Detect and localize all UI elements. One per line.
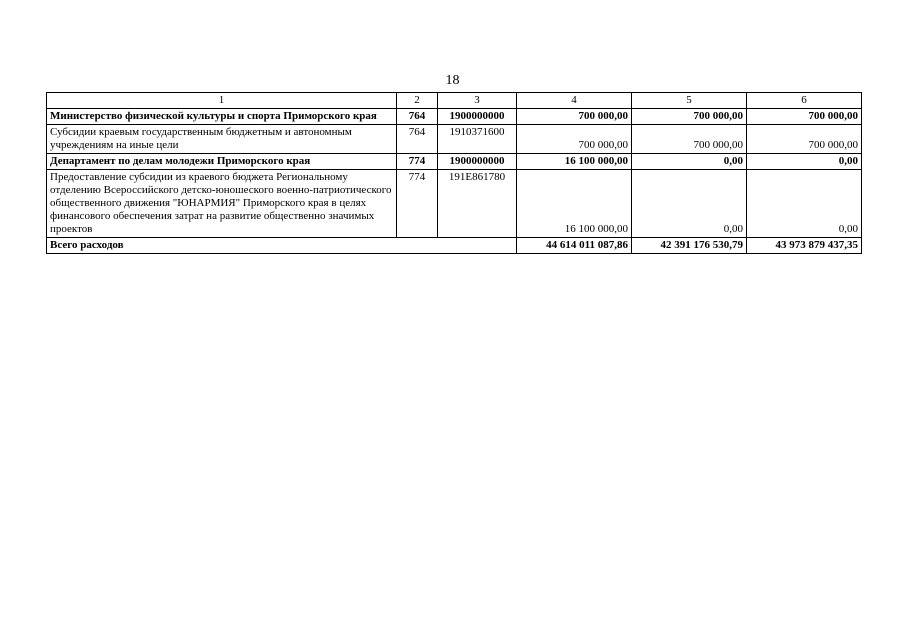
table-row [47,170,862,238]
column-header: 3 [438,93,517,109]
row-admin-code: 764 [397,125,438,154]
total-amount-4: 44 614 011 087,86 [517,238,632,254]
row-name: Субсидии краевым государственным бюджетным и автономным учреждениям на иные цели [47,125,397,154]
row-program-code: 191E861780 [438,170,517,238]
row-admin-code: 774 [397,154,438,170]
row-amount-5: 0,00 [632,170,747,238]
row-amount-4: 700 000,00 [517,125,632,154]
column-header: 6 [747,93,862,109]
total-label: Всего расходов [47,238,517,254]
table-row [47,154,862,170]
row-amount-6: 0,00 [747,170,862,238]
row-program-code: 1900000000 [438,154,517,170]
row-amount-4: 16 100 000,00 [517,154,632,170]
row-name: Департамент по делам молодежи Приморского края [47,154,397,170]
column-header: 1 [47,93,397,109]
table-row [47,109,862,125]
row-name: Министерство физической культуры и спорта Приморского края [47,109,397,125]
row-amount-4: 700 000,00 [517,109,632,125]
total-amount-6: 43 973 879 437,35 [747,238,862,254]
budget-table [46,92,862,254]
row-amount-5: 0,00 [632,154,747,170]
column-header: 4 [517,93,632,109]
table-row [47,125,862,154]
row-amount-5: 700 000,00 [632,125,747,154]
row-amount-5: 700 000,00 [632,109,747,125]
page-number: 18 [445,73,460,88]
table-header-row [47,93,862,109]
row-amount-6: 0,00 [747,154,862,170]
row-admin-code: 774 [397,170,438,238]
row-program-code: 1910371600 [438,125,517,154]
total-row [47,238,862,254]
row-amount-6: 700 000,00 [747,125,862,154]
total-amount-5: 42 391 176 530,79 [632,238,747,254]
row-amount-6: 700 000,00 [747,109,862,125]
row-program-code: 1900000000 [438,109,517,125]
row-name: Предоставление субсидии из краевого бюджета Региональному отделению Всероссийского детско-юношеского военно-патриотического общественного движения "ЮНАРМИЯ" Приморского края в целях финансового обеспечения затрат на развитие общественно значимых проектов [47,170,397,238]
row-admin-code: 764 [397,109,438,125]
column-header: 2 [397,93,438,109]
column-header: 5 [632,93,747,109]
row-amount-4: 16 100 000,00 [517,170,632,238]
